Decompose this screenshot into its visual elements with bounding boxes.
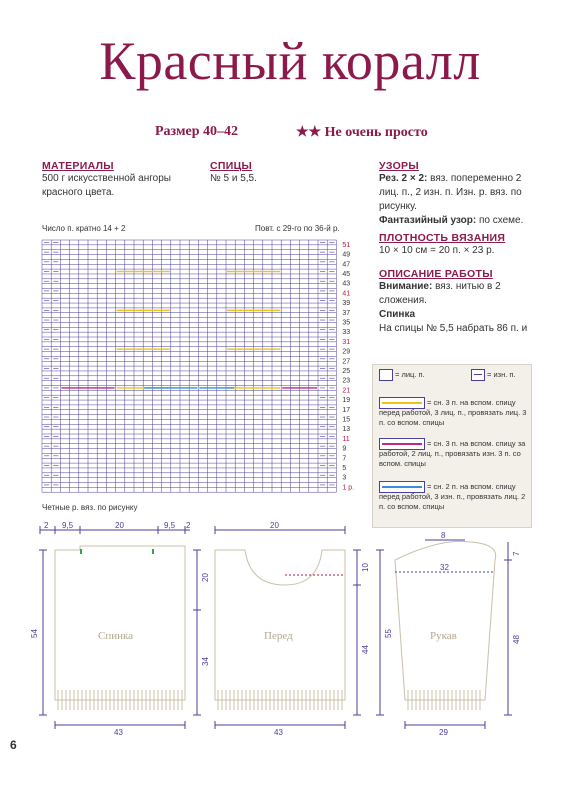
garment-schematics xyxy=(0,520,580,750)
cable-mark xyxy=(199,387,234,388)
chart-stitch-note: Число п. кратно 14 + 2 xyxy=(42,224,126,233)
row-number: 11 xyxy=(342,435,350,443)
back-label: Спинка xyxy=(98,630,134,642)
cable-mark xyxy=(144,387,197,388)
legend-cable-blue: = сн. 2 п. на вспом. спицу перед работой, 3 изн. п., провязать лиц. 2 п. со вспом. спицы xyxy=(379,482,526,511)
knitting-chart xyxy=(38,236,373,526)
row-number: 47 xyxy=(342,261,351,269)
cable-mark xyxy=(117,348,170,349)
sleeve-bottom-dim: 29 xyxy=(439,728,448,737)
row-number: 15 xyxy=(342,416,351,424)
description-heading: ОПИСАНИЕ РАБОТЫ xyxy=(379,268,493,280)
patterns-section xyxy=(379,160,537,228)
row-number: 27 xyxy=(342,358,351,366)
difficulty-text: Не очень просто xyxy=(324,125,428,140)
chart-grid xyxy=(42,240,336,492)
fancy-label: Фантазийный узор: xyxy=(379,215,477,226)
back-height-dim: 54 xyxy=(30,629,39,638)
row-number: 37 xyxy=(342,309,351,317)
row-number: 3 xyxy=(342,474,347,482)
row-number: 13 xyxy=(342,426,351,434)
knit-symbol-icon xyxy=(379,369,393,381)
row-number: 1 р. xyxy=(342,484,355,492)
sleeve-label: Рукав xyxy=(430,630,457,642)
back-top-dim-3: 20 xyxy=(115,521,124,530)
legend-cable-yellow: = сн. 3 п. на вспом. спицу перед работой, 3 лиц. п., провязать лиц. 3 п. со вспом. спицы xyxy=(379,398,527,427)
attention-note xyxy=(379,280,537,308)
row-number: 17 xyxy=(342,406,351,414)
materials-text: 500 г искусственной ангоры красного цвета. xyxy=(42,173,171,198)
gauge-heading: ПЛОТНОСТЬ ВЯЗАНИЯ xyxy=(379,232,506,244)
purl-symbol-icon xyxy=(471,369,485,381)
fancy-text: по схеме. xyxy=(476,215,524,226)
chart-bottom-note: Четные р. вяз. по рисунку xyxy=(42,503,138,512)
fancy-description xyxy=(379,214,537,228)
back-top-dim-5: 2 xyxy=(186,521,191,530)
cable-mark xyxy=(227,387,280,388)
back-top-dim-2: 9,5 xyxy=(62,521,74,530)
row-number: 9 xyxy=(342,445,347,453)
cable-mark xyxy=(227,348,280,349)
row-number: 23 xyxy=(342,377,351,385)
gauge-text: 10 × 10 см = 20 п. × 23 р. xyxy=(379,245,495,256)
row-number: 49 xyxy=(342,251,351,259)
sleeve-cap-dim: 7 xyxy=(512,551,521,556)
attention-label: Внимание: xyxy=(379,281,433,292)
needles-text: № 5 и 5,5. xyxy=(210,173,257,184)
cable-mark xyxy=(227,310,280,311)
front-label: Перед xyxy=(264,630,293,642)
materials-heading: МАТЕРИАЛЫ xyxy=(42,160,114,172)
row-number: 43 xyxy=(342,280,351,288)
size-label: Размер 40–42 xyxy=(155,124,239,139)
row-number: 7 xyxy=(342,455,347,463)
sleeve-width-dim: 32 xyxy=(440,563,449,572)
cable-mark xyxy=(282,387,317,388)
row-number: 25 xyxy=(342,367,351,375)
front-height-dim: 44 xyxy=(361,645,370,654)
cable-mark xyxy=(117,310,170,311)
cable-mark xyxy=(61,387,114,388)
front-neck-dim: 10 xyxy=(361,563,370,572)
row-number: 21 xyxy=(342,387,351,395)
back-armhole-dim: 20 xyxy=(201,573,210,582)
rib-label: Рез. 2 × 2: xyxy=(379,173,428,184)
row-number: 41 xyxy=(342,290,351,298)
page-number: 6 xyxy=(10,738,17,752)
cable-mark xyxy=(117,271,170,272)
rib-description xyxy=(379,172,537,214)
patterns-heading: УЗОРЫ xyxy=(379,160,419,172)
back-outline xyxy=(55,546,185,700)
front-outline xyxy=(215,550,345,700)
description-section xyxy=(379,268,537,336)
back-heading: Спинка xyxy=(379,309,416,320)
back-text: На спицы № 5,5 набрать 86 п. и xyxy=(379,323,528,334)
needles-section xyxy=(210,160,330,186)
sleeve-height-right-dim: 48 xyxy=(512,635,521,644)
front-top-dim: 20 xyxy=(270,521,279,530)
legend-purl: = изн. п. xyxy=(487,370,516,379)
gauge-section xyxy=(379,232,537,258)
back-lower-dim: 34 xyxy=(201,657,210,666)
front-bottom-dim: 43 xyxy=(274,728,283,737)
legend-knit: = лиц. п. xyxy=(395,370,425,379)
row-number: 31 xyxy=(342,338,351,346)
legend-cable-magenta: = сн. 3 п. на вспом. спицу за работой, 2 лиц. п., провязать изн. 3 п. со вспом. спицы xyxy=(379,439,526,468)
row-number: 35 xyxy=(342,319,351,327)
row-number: 5 xyxy=(342,464,347,472)
back-bottom-dim: 43 xyxy=(114,728,123,737)
row-number: 45 xyxy=(342,270,351,278)
materials-section xyxy=(42,160,192,200)
row-number: 39 xyxy=(342,300,351,308)
difficulty-stars: ★★ xyxy=(296,125,322,140)
rib-text: вяз. попеременно 2 лиц. п., 2 изн. п. Изн. р. вяз. по рисунку. xyxy=(379,173,522,212)
page-title: Красный коралл xyxy=(99,31,481,91)
attention-text: вяз. нитью в 2 сложения. xyxy=(379,281,501,306)
chart-repeat-note: Повт. с 29-го по 36-й р. xyxy=(255,224,340,233)
legend-box xyxy=(372,364,532,528)
sleeve-top-dim: 8 xyxy=(441,531,446,540)
row-number: 19 xyxy=(342,397,351,405)
row-number: 51 xyxy=(342,241,351,249)
sleeve-height-left-dim: 55 xyxy=(384,629,393,638)
back-top-dim-1: 2 xyxy=(44,521,49,530)
needles-heading: СПИЦЫ xyxy=(210,160,253,172)
cable-mark xyxy=(227,271,280,272)
difficulty-label xyxy=(296,124,428,141)
back-top-dim-4: 9,5 xyxy=(164,521,176,530)
row-number: 33 xyxy=(342,329,351,337)
row-number: 29 xyxy=(342,348,351,356)
